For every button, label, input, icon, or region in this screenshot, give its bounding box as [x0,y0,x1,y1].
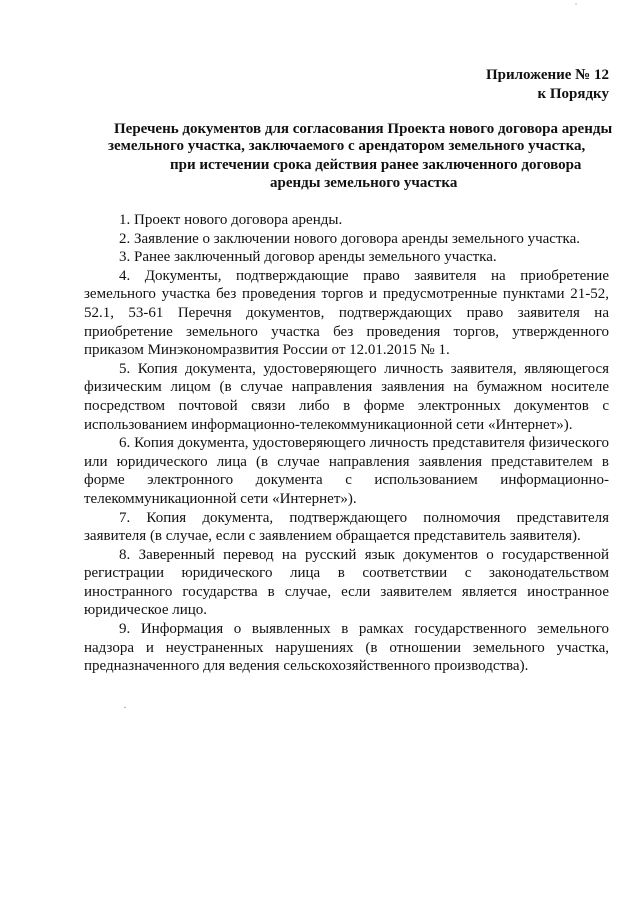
list-item-9: 9. Информация о выявленных в рамках государственного земельного надзора и неустраненных нарушениях (в отношении земельного участка, предназначенного для ведения сельскохозяйственного производства). [84,621,609,675]
list-item-4: 4. Документы, подтверждающие право заявителя на приобретение земельного участка без проведения торгов и предусмотренные пунктами 21-52, 52.1, 53-61 Перечня документов, подтверждающих право заявителя на приобретение земельного участка без проведения торгов, утвержденного приказом Минэкономразвития России от 12.01.2015 № 1. [84,267,609,359]
scan-speck: ˙ [574,0,578,14]
title-line-4: аренды земельного участка [270,175,458,191]
title-line-2: земельного участка, заключаемого с арендатором земельного участка, [108,138,586,154]
list-item-5: 5. Копия документа, удостоверяющего личность заявителя, являющегося физическим лицом (в случае направления заявления на бумажном носителе посредством почтовой связи либо в форме электронных документов с использованием информационно-телекоммуникационной сети «Интернет»). [84,360,609,433]
list-item-2: 2. Заявление о заключении нового договора аренды земельного участка. [119,230,580,247]
appendix-reference: к Порядку [537,86,609,102]
list-item-1: 1. Проект нового договора аренды. [119,212,343,228]
list-item-7: 7. Копия документа, подтверждающего полномочия представителя заявителя (в случае, если с заявлением обращается представитель заявителя). [84,509,609,545]
scan-dot: · [123,700,127,714]
document-list [84,211,609,676]
appendix-header [486,66,609,104]
title-line-1: Перечень документов для согласования Проекта нового договора аренды [114,121,613,137]
title-line-3: при истечении срока действия ранее заключенного договора [170,157,582,173]
list-item-3: 3. Ранее заключенный договор аренды земельного участка. [119,249,497,266]
appendix-number: Приложение № 12 [485,67,609,83]
list-item-8: 8. Заверенный перевод на русский язык документов о государственной регистрации юридического лица в соответствии с законодательством иностранного государства в случае, если заявителем является иностранное юридическое лицо. [84,546,609,619]
list-item-6: 6. Копия документа, удостоверяющего личность представителя физического или юридического лица (в случае направления заявления представителем в форме электронного документа с использованием информационно-телекоммуникационной сети «Интернет»). [84,435,609,507]
